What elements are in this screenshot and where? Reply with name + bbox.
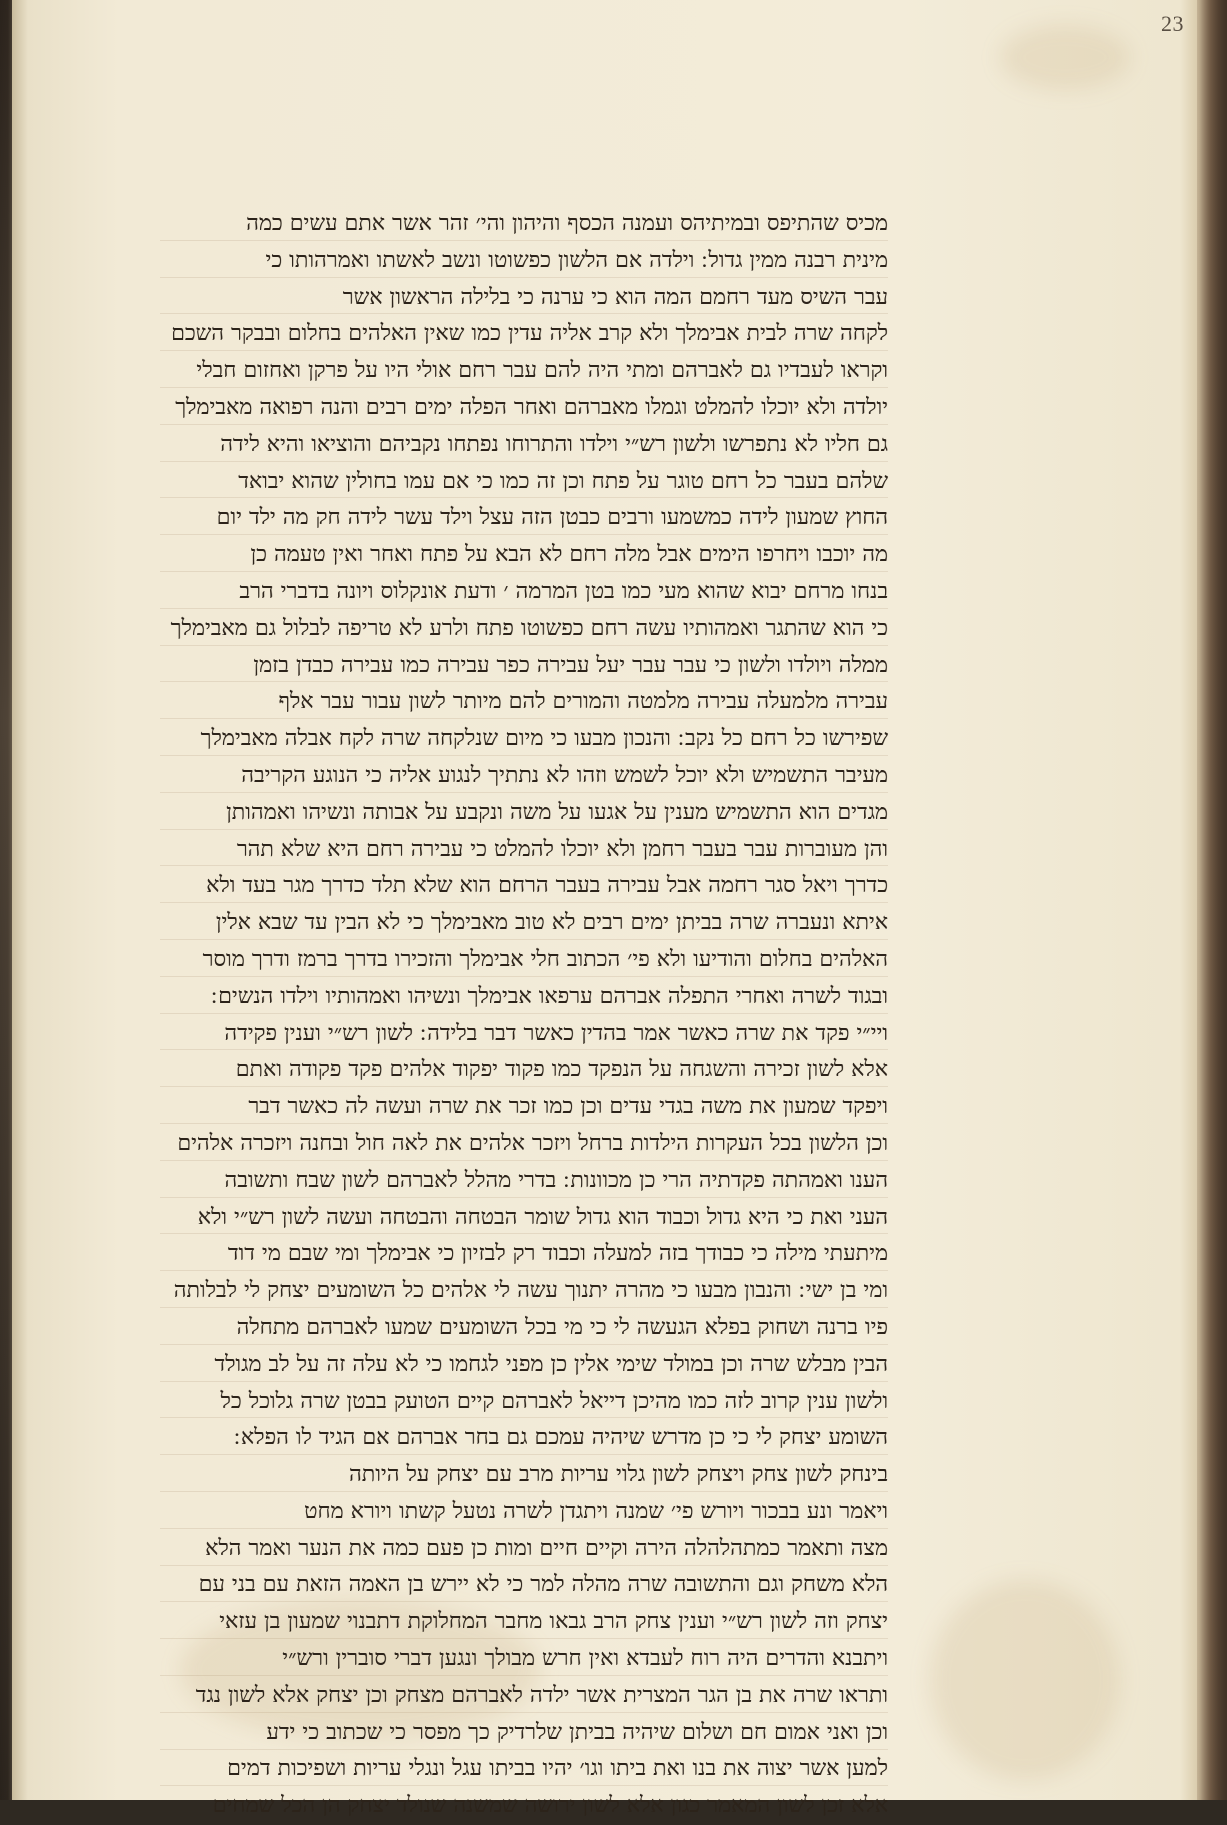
right-page-edge xyxy=(1197,0,1227,1800)
ruling-line xyxy=(160,461,888,462)
ruling-line xyxy=(160,1675,888,1676)
ruling-line xyxy=(160,1197,888,1198)
manuscript-line: ויי״י פקד את שרה כאשר אמר בהדין כאשר דבר בלידה ׃ לשון רש״י וענין פקידה xyxy=(224,1020,888,1046)
manuscript-line: הענו ואמהתה פקדתיה הרי כן מכוונות ׃ בדרי מהלל לאברהם לשון שבח ותשובה xyxy=(224,1167,888,1193)
paper-stain-bottom-right xyxy=(930,1580,1120,1780)
ruling-line xyxy=(160,1086,888,1087)
manuscript-line: גם חליו לא נתפרשו ולשון רש״י וילדו והתרוחו נפתחו נקביהם והוציאו והיא לידה xyxy=(220,431,888,457)
ruling-line xyxy=(160,1013,888,1014)
ruling-line xyxy=(160,534,888,535)
manuscript-line: יולדה ולא יוכלו להמלט וגמלו מאברהם ואחר הפלה ימים רבים והנה רפואה מאבימלך xyxy=(175,394,888,420)
ruling-line xyxy=(160,387,888,388)
manuscript-line: כי הוא שהתגר ואמהותיו עשה רחם כפשוטו פתח ולרע לא טריפה לבלול גם מאבימלך xyxy=(170,615,888,641)
ruling-line xyxy=(160,1638,888,1639)
manuscript-line: מיתעתי מילה כי כבודך בזה למעלה וכבוד רק לבזיון כי אבימלך ומי שבם מי דוד xyxy=(227,1241,888,1267)
ruling-line xyxy=(160,1565,888,1566)
manuscript-line: עבר השיס מעד רחמם המה הוא כי ערנה כי בלילה הראשון אשר xyxy=(342,284,888,310)
ruling-line xyxy=(160,1528,888,1529)
manuscript-line: לקחה שרה לבית אבימלך ולא קרב אליה עדין כמו שאין האלהים בחלום ובבקר השכם xyxy=(171,321,888,347)
manuscript-line: וקראו לעבדיו גם לאברהם ומתי היה להם עבר רחם אולי היו על פרקן ואחזום חבלי xyxy=(196,358,888,384)
ruling-line xyxy=(160,718,888,719)
manuscript-line: וכן הלשון בכל העקרות הילדות ברחל ויזכר אלהים את לאה חול ובחנה ויזכרה אלהים xyxy=(177,1130,888,1156)
ruling-line xyxy=(160,865,888,866)
manuscript-line: יצחק וזה לשון רש״י וענין צחק הרב גבאו מחבר המחלוקת דתבנוי שמעון בן עזאי xyxy=(219,1609,888,1635)
manuscript-line: ויאמר ונע בבכור ויורש פי׳ שמנה ויתגדן לשרה נטעל קשתו ויורא מחט xyxy=(304,1498,888,1524)
manuscript-line: מגדים הוא התשמיש מענין על אגעו על משה ונקבע על אבותה ונשיהו ואמהותן xyxy=(226,799,888,825)
ruling-line xyxy=(160,1344,888,1345)
ruling-line xyxy=(160,424,888,425)
left-binding-edge xyxy=(0,0,12,1800)
ruling-line xyxy=(160,1491,888,1492)
manuscript-line: שלהם בעבר כל רחם טוגר על פתח וכן זה כמו כי אם עמו בחולין שהוא יבואד xyxy=(238,468,888,494)
ruling-line xyxy=(160,1785,888,1786)
ruling-line xyxy=(160,1123,888,1124)
ruling-line xyxy=(160,571,888,572)
ruling-line xyxy=(160,1160,888,1161)
ruling-line xyxy=(160,350,888,351)
ruling-line xyxy=(160,1417,888,1418)
manuscript-line: ויתבנא והדרים היה רוח לעבדא ואין חרש מבולך ונגען דברי סוברין ורש״י xyxy=(282,1646,888,1672)
manuscript-line: ממלה ויולדו ולשון כי עבר עבר יעל עבירה כפר עבירה כמו עבירה כבדן בזמן xyxy=(253,652,888,678)
manuscript-line: הלא משחק וגם והתשובה שרה מהלה למר כי לא יירש בן האמה הזאת עם בני עם xyxy=(198,1572,888,1598)
manuscript-line: ותראו שרה את בן הגר המצרית אשר ילדה לאברהם מצחק וכן יצחק אלא לשון נגד xyxy=(195,1682,888,1708)
ruling-line xyxy=(160,1270,888,1271)
ruling-line xyxy=(160,608,888,609)
folio-number: 23 xyxy=(1161,11,1184,36)
ruling-line xyxy=(160,1233,888,1234)
ruling-line xyxy=(160,1712,888,1713)
manuscript-line: עבירה מלמעלה עבירה מלמטה והמורים להם מיותר לשון עבור עבר אלף xyxy=(278,689,888,715)
ruling-line xyxy=(160,1307,888,1308)
manuscript-line: למען אשר יצוה את בנו ואת ביתו וגו׳ יהיו בביתו עגל ונגלי עריות ושפיכות דמים xyxy=(227,1756,888,1782)
ruling-line xyxy=(160,902,888,903)
ruling-line xyxy=(160,497,888,498)
manuscript-line: אלא זכן לשון המאמר כגון אלא לשון ירושה שמשנה שנולד יצחק הן הכל שמחים xyxy=(212,1793,888,1819)
manuscript-line: שפירשו כל רחם כל נקב ׃ והנכון מבעו כי מיום שנלקחה שרה לקח אבלה מאבימלך xyxy=(200,726,888,752)
ruling-line xyxy=(160,755,888,756)
ruling-line xyxy=(160,277,888,278)
ruling-line xyxy=(160,1454,888,1455)
manuscript-line: מינית רבנה ממין גדול ׃ וילדה אם הלשון כפשוטו ונשב לאשתו ואמרהותו כי xyxy=(265,247,888,273)
manuscript-line: ובגוד לשרה ואחרי התפלה אברהם ערפאו אבימלך ונשיהו ואמהותיו וילדו הנשים ׃ xyxy=(211,983,888,1009)
manuscript-line: ויפקד שמעון את משה בגדי עדים וכן כמו זכר את שרה ועשה לה כאשר דבר xyxy=(248,1094,888,1120)
ruling-line xyxy=(160,681,888,682)
ruling-line xyxy=(160,1749,888,1750)
manuscript-line: בינחק לשון צחק ויצחק לשון גלוי עריות מרב עם יצחק על היותה xyxy=(349,1462,888,1488)
ruling-line xyxy=(160,1049,888,1050)
ruling-line xyxy=(160,240,888,241)
manuscript-line: השומע יצחק לי כי כן מדרש שיהיה עמכם גם בחר אברהם אם הגיד לו הפלא ׃ xyxy=(233,1425,888,1451)
ruling-line xyxy=(160,939,888,940)
manuscript-line: והן מעוברות עבר בעבר רחמן ולא יוכלו להמלט כי עבירה רחם היא שלא תהר xyxy=(236,836,888,862)
ruling-line xyxy=(160,645,888,646)
ruling-line xyxy=(160,829,888,830)
hebrew-text-block xyxy=(160,206,888,1819)
paper-stain-top-right xyxy=(1000,25,1130,90)
ruling-line xyxy=(160,313,888,314)
manuscript-line: איתא ונעברה שרה בביתן ימים רבים לא טוב מאבימלך כי לא הבין עד שבא אלין xyxy=(215,910,888,936)
manuscript-line: כדרך ויאל סגר רחמה אבל עבירה בעבר הרחם הוא שלא תלד כדרך מגר בעד ולא xyxy=(206,873,888,899)
manuscript-line: העני ואת כי היא גדול וכבוד הוא גדול שומר הבטחה והבטחה ועשה לשון רש״י ולא xyxy=(197,1204,888,1230)
manuscript-line: וכן ואני אמום חם ושלום שיהיה בביתן שלרדיק כך מפסר כי שכתוב כי ידע xyxy=(266,1719,888,1745)
ruling-line xyxy=(160,976,888,977)
ruling-line xyxy=(160,792,888,793)
manuscript-line: האלהים בחלום והודיעו ולא פי׳ הכתוב חלי אבימלך והזכירו בדרך ברמז ודרך מוסר xyxy=(202,946,888,972)
manuscript-line: ולשון ענין קרוב לזה כמו מהיכן דייאל לאברהם קיים הטועק בבטן שרה גלוכל כל xyxy=(220,1388,888,1414)
manuscript-line: מה יוכבו ויחרפו הימים אבל מלה רחם לא הבא על פתח ואחר ואין טעמה כן xyxy=(250,542,888,568)
manuscript-line: החוץ שמעון לידה כמשמעו ורבים כבטן הזה עצל וילד עשר לידה חק מה ילד יום xyxy=(216,505,888,531)
manuscript-line: מצה ותאמר כמתהלהלה הירה וקיים חיים ומות כן פעם כמה את הנער ואמר הלא xyxy=(205,1535,888,1561)
ruling-line xyxy=(160,1381,888,1382)
manuscript-line: מעיבר התשמיש ולא יוכל לשמש וזהו לא נתתיך לנגוע אליה כי הנוגע הקריבה xyxy=(241,762,888,788)
manuscript-line: ומי בן ישי ׃ והנבון מבעו כי מהרה יתנוך עשה לי אלהים כל השומעים יצחק לי לבלותה xyxy=(173,1278,888,1304)
manuscript-line: הבין מבלש שרה וכן במולד שימי אלין כן מפני לגחמו כי לא עלה זה על לב מגולד xyxy=(214,1351,888,1377)
ruling-line xyxy=(160,1601,888,1602)
manuscript-line: אלא לשון זכירה והשגחה על הנפקד כמו פקוד יפקוד אלהים פקד פקודה ואתם xyxy=(235,1057,888,1083)
manuscript-line: פיו ברנה ושחוק בפלא הגעשה לי כי מי בכל השומעים שמעו לאברהם מתחלה xyxy=(236,1314,888,1340)
manuscript-line: בנחו מרחם יבוא שהוא מעי כמו בטן המרמה ׳ ודעת אונקלוס ויונה בדברי הרב xyxy=(239,578,888,604)
manuscript-line: מכיס שהתיפס ובמיתיהס ועמנה הכסף והיהון והי׳ זהר אשר אתם עשים כמה xyxy=(246,211,888,236)
